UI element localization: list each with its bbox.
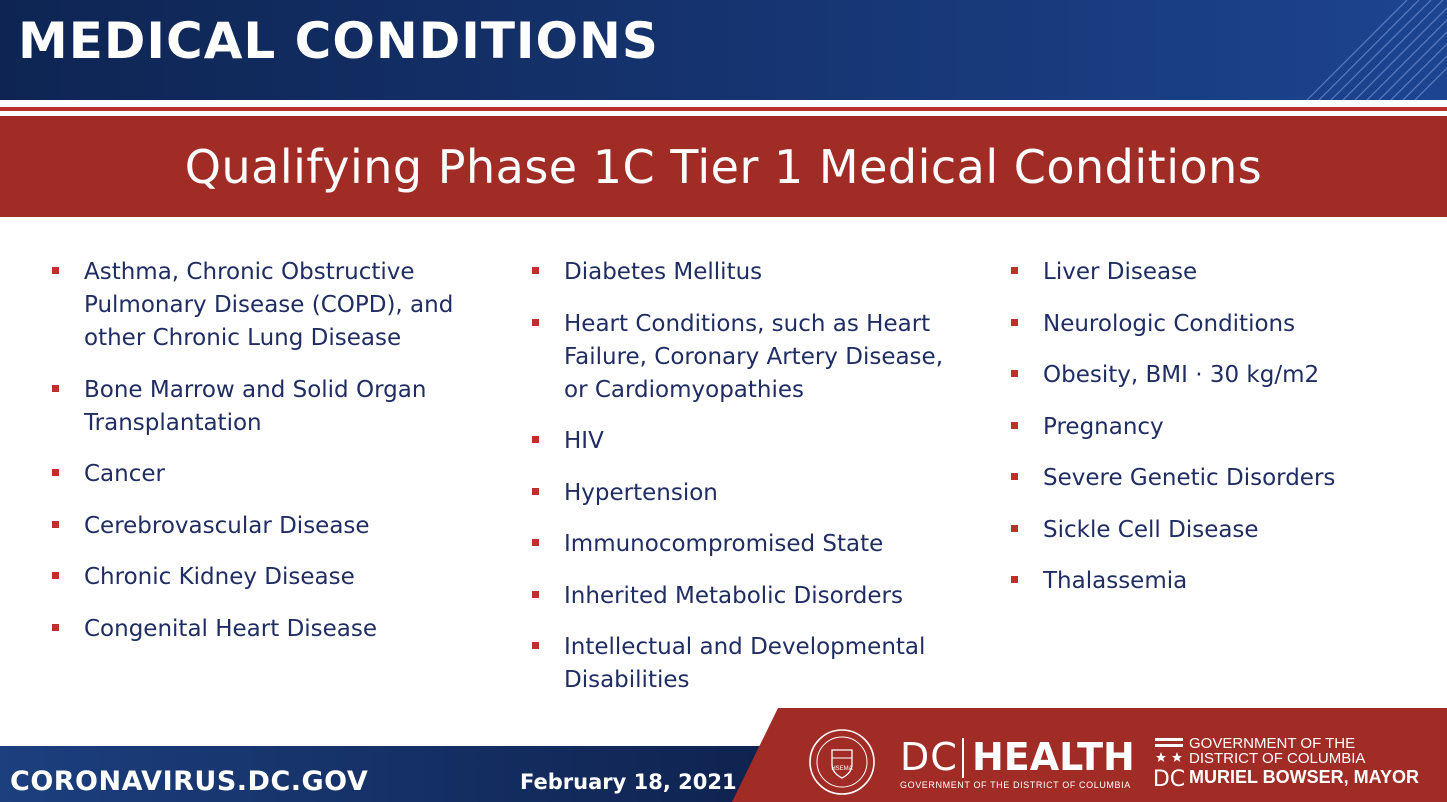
diagonal-stripes-decoration xyxy=(1247,0,1447,100)
list-item xyxy=(48,613,478,646)
condition-label: Severe Genetic Disorders xyxy=(1043,465,1336,491)
condition-label: HIV xyxy=(564,428,604,454)
bullet-square-icon xyxy=(1011,576,1018,583)
government-line-1: GOVERNMENT OF THE xyxy=(1189,735,1356,752)
seal-label: HSEMA xyxy=(831,766,853,772)
dc-logo-divider xyxy=(962,738,964,778)
bullet-square-icon xyxy=(532,539,539,546)
bullet-square-icon xyxy=(532,591,539,598)
conditions-column-3 xyxy=(1007,256,1427,617)
bullet-square-icon xyxy=(1011,422,1018,429)
condition-label: Congenital Heart Disease xyxy=(84,615,378,642)
condition-label: Neurologic Conditions xyxy=(1043,310,1296,337)
bullet-square-icon xyxy=(532,319,539,326)
list-item xyxy=(1007,514,1427,547)
list-item xyxy=(48,458,478,491)
hsema-seal-logo xyxy=(808,728,876,796)
list-item xyxy=(1007,565,1427,598)
list-item xyxy=(48,510,478,543)
condition-label: Thalassemia xyxy=(1043,568,1188,594)
bullet-square-icon xyxy=(532,436,539,443)
bullet-square-icon xyxy=(52,385,59,392)
subtitle-banner xyxy=(0,116,1447,217)
mayor-name: MURIEL BOWSER, MAYOR xyxy=(1189,767,1420,787)
government-line-2: DISTRICT OF COLUMBIA xyxy=(1189,750,1366,767)
bullet-square-icon xyxy=(1011,473,1018,480)
bullet-square-icon xyxy=(1011,370,1018,377)
bullet-square-icon xyxy=(532,642,539,649)
condition-label: Cerebrovascular Disease xyxy=(84,512,370,539)
condition-label: Intellectual and Developmental Disabilities xyxy=(564,634,926,693)
we-are-washington-dc-icon xyxy=(1153,736,1185,788)
dc-logo-health: HEALTH xyxy=(972,735,1135,779)
condition-label: Cancer xyxy=(84,461,165,487)
website-url[interactable]: CORONAVIRUS.DC.GOV xyxy=(10,766,369,797)
list-item xyxy=(48,561,478,594)
bullet-square-icon xyxy=(52,267,59,274)
condition-label: Obesity, BMI · 30 kg/m2 xyxy=(1043,362,1320,388)
condition-label: Asthma, Chronic Obstructive Pulmonary Disease (COPD), and other Chronic Lung Disease xyxy=(84,259,454,351)
list-item xyxy=(528,256,958,289)
list-item xyxy=(1007,308,1427,341)
condition-label: Diabetes Mellitus xyxy=(564,259,763,285)
bullet-square-icon xyxy=(1011,267,1018,274)
list-item xyxy=(528,528,958,561)
dc-health-logo xyxy=(900,735,1135,796)
footer-bar xyxy=(0,700,1447,802)
condition-label: Liver Disease xyxy=(1043,259,1198,285)
section-heading: Qualifying Phase 1C Tier 1 Medical Conditions xyxy=(184,139,1263,194)
list-item xyxy=(1007,359,1427,392)
header-divider-white xyxy=(0,100,1447,107)
bullet-square-icon xyxy=(532,267,539,274)
condition-label: Hypertension xyxy=(564,479,718,506)
conditions-column-1 xyxy=(48,256,478,664)
list-item xyxy=(1007,462,1427,495)
list-item xyxy=(48,256,478,355)
list-item xyxy=(528,425,958,458)
header-bar xyxy=(0,0,1447,100)
bullet-square-icon xyxy=(52,469,59,476)
bullet-square-icon xyxy=(1011,319,1018,326)
condition-label: Immunocompromised State xyxy=(564,531,884,557)
bullet-square-icon xyxy=(52,521,59,528)
header-divider-red xyxy=(0,107,1447,111)
dc-logo-letters: DC xyxy=(900,735,958,779)
bullet-square-icon xyxy=(532,488,539,495)
date-label: February 18, 2021 xyxy=(520,770,737,794)
condition-label: Pregnancy xyxy=(1043,413,1164,440)
condition-label: Bone Marrow and Solid Organ Transplantation xyxy=(84,376,427,436)
page-title: MEDICAL CONDITIONS xyxy=(18,12,659,70)
conditions-column-2 xyxy=(528,256,958,716)
bullet-square-icon xyxy=(1011,525,1018,532)
bullet-square-icon xyxy=(52,572,59,579)
list-item xyxy=(1007,256,1427,289)
svg-text:DC: DC xyxy=(1153,767,1185,788)
dc-logo-subline: GOVERNMENT OF THE DISTRICT OF COLUMBIA xyxy=(900,780,1131,790)
condition-label: Chronic Kidney Disease xyxy=(84,564,355,590)
list-item xyxy=(48,374,478,440)
list-item xyxy=(528,308,958,407)
condition-label: Inherited Metabolic Disorders xyxy=(564,582,903,609)
government-logo xyxy=(1153,734,1443,794)
condition-label: Heart Conditions, such as Heart Failure, Coronary Artery Disease, or Cardiomyopathies xyxy=(564,310,944,403)
list-item xyxy=(528,477,958,510)
condition-label: Sickle Cell Disease xyxy=(1043,516,1259,543)
bullet-square-icon xyxy=(52,624,59,631)
list-item xyxy=(528,580,958,613)
list-item xyxy=(528,631,958,697)
list-item xyxy=(1007,411,1427,444)
